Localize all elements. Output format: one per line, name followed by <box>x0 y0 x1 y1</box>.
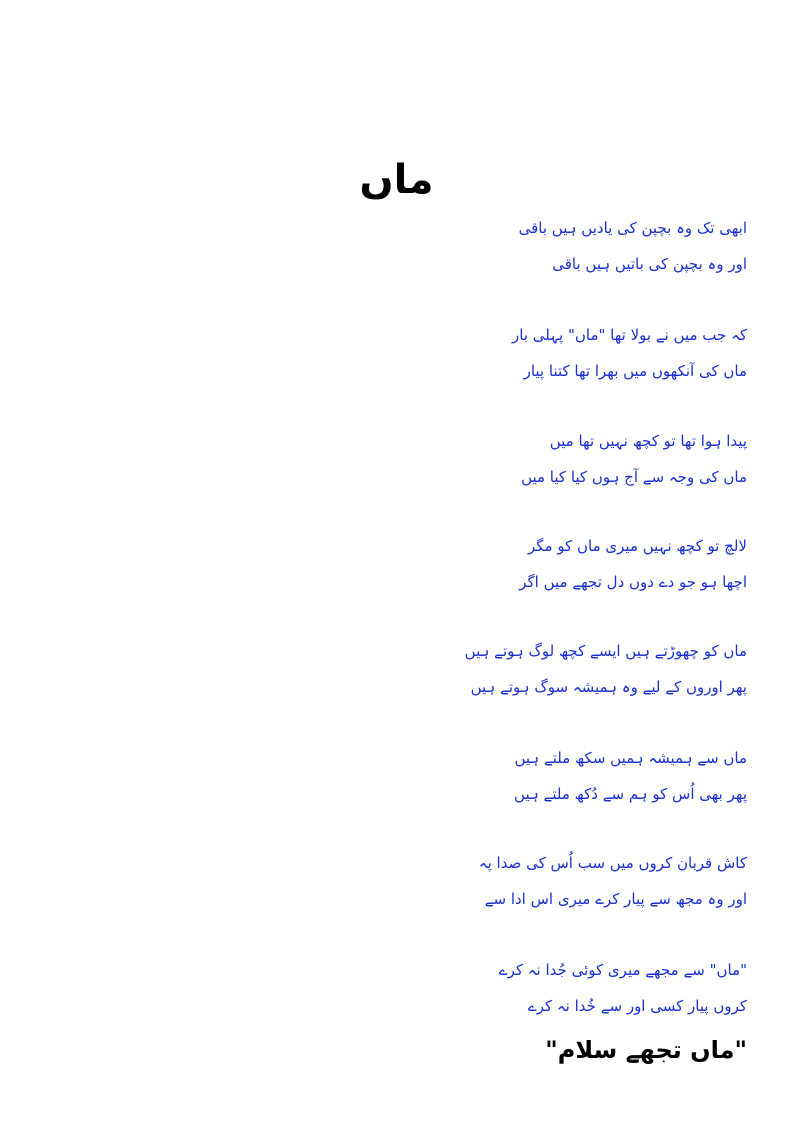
poem-title: ماں <box>359 157 434 203</box>
poem-line: ماں کی آنکھوں میں بھرا تھا کتنا پیار <box>523 362 747 380</box>
stanza-5 <box>247 633 747 705</box>
poem-line: اچھا ہو جو دے دوں دل تجھے میں اگر <box>519 573 747 591</box>
stanza-2 <box>247 317 747 389</box>
poem-line: لالچ تو کچھ نہیں میری ماں کو مگر <box>527 537 747 555</box>
stanza-8 <box>247 952 747 1024</box>
stanza-6 <box>247 740 747 812</box>
stanza-3 <box>247 423 747 495</box>
poem-line: اور وہ بچپن کی باتیں ہیں باقی <box>552 255 747 273</box>
poem-line: اور وہ مجھ سے پیار کرے میری اس ادا سے <box>484 890 747 908</box>
poem-line: پیدا ہوا تھا تو کچھ نہیں تھا میں <box>549 432 747 450</box>
poem-line: ماں سے ہمیشہ ہمیں سکھ ملتے ہیں <box>514 749 747 767</box>
stanza-4 <box>247 528 747 600</box>
poem-line: پھر اوروں کے لیے وہ ہمیشہ سوگ ہوتے ہیں <box>470 678 747 696</box>
stanza-1 <box>247 210 747 282</box>
poem-line: "ماں" سے مجھے میری کوئی جُدا نہ کرے <box>498 961 747 979</box>
poem-line: کہ جب میں نے بولا تھا "ماں" پہلی بار <box>512 326 747 344</box>
stanza-7 <box>247 845 747 917</box>
poem-line: کاش قربان کروں میں سب اُس کی صدا پہ <box>478 854 747 872</box>
poem-line: ابھی تک وہ بچپن کی یادیں ہیں باقی <box>518 219 747 237</box>
poem-line: پھر بھی اُس کو ہم سے دُکھ ملتے ہیں <box>514 785 747 803</box>
closing-salutation: "ماں تجھے سلام" <box>545 1036 747 1064</box>
poem-line: ماں کو چھوڑتے ہیں ایسے کچھ لوگ ہوتے ہیں <box>464 642 747 660</box>
poem-line: کروں پیار کسی اور سے خُدا نہ کرے <box>527 997 747 1015</box>
poem-line: ماں کی وجہ سے آج ہوں کیا کیا میں <box>521 468 747 486</box>
